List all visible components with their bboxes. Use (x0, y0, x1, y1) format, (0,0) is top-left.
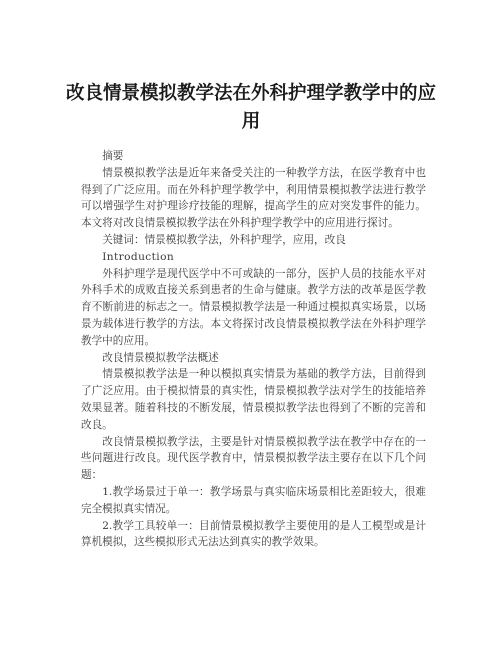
document-body (81, 148, 426, 551)
document-title: 改良情景模拟教学法在外科护理学教学中的应用 (65, 83, 436, 132)
introduction-heading: Introduction (102, 250, 175, 263)
list-item-1: 1.教学场景过于单一：教学场景与真实临床场景相比差距较大，很难完全模拟真实情况。 (81, 485, 426, 515)
overview-paragraph: 情景模拟教学法是一种以模拟真实情景为基础的教学方法，目前得到了广泛应用。由于模拟情景的真实性，情景模拟教学法对学生的技能培养效果显著。随着科技的不断发展，情景模拟教学法也得到了不断的完善和改良。 (81, 368, 426, 431)
abstract-paragraph: 情景模拟教学法是近年来备受关注的一种教学方法，在医学教育中也得到了广泛应用。而在外科护理学教学中，利用情景模拟教学法进行教学可以增强学生对护理诊疗技能的理解，提高学生的应对突发事件的能力。本文将对改良情景模拟教学法在外科护理学教学中的应用进行探讨。 (81, 166, 426, 230)
overview-heading: 改良情景模拟教学法概述 (102, 351, 219, 364)
keywords-paragraph: 关键词：情景模拟教学法，外科护理学，应用，改良 (102, 233, 346, 246)
list-item-2: 2.教学工具较单一：目前情景模拟教学主要使用的是人工模型或是计算机模拟，这些模拟形式无法达到真实的教学效果。 (81, 519, 426, 549)
improvement-paragraph: 改良情景模拟教学法，主要是针对情景模拟教学法在教学中存在的一些问题进行改良。现代医学教育中，情景模拟教学法主要存在以下几个问题： (81, 435, 426, 482)
introduction-paragraph: 外科护理学是现代医学中不可或缺的一部分，医护人员的技能水平对外科手术的成败直接关系到患者的生命与健康。教学方法的改革是医学教育不断前进的标志之一。情景模拟教学法是一种通过模拟真实场景，以场景为载体进行教学的方法。本文将探讨改良情景模拟教学法在外科护理学教学中的应用。 (81, 267, 426, 347)
abstract-heading: 摘要 (102, 150, 124, 162)
